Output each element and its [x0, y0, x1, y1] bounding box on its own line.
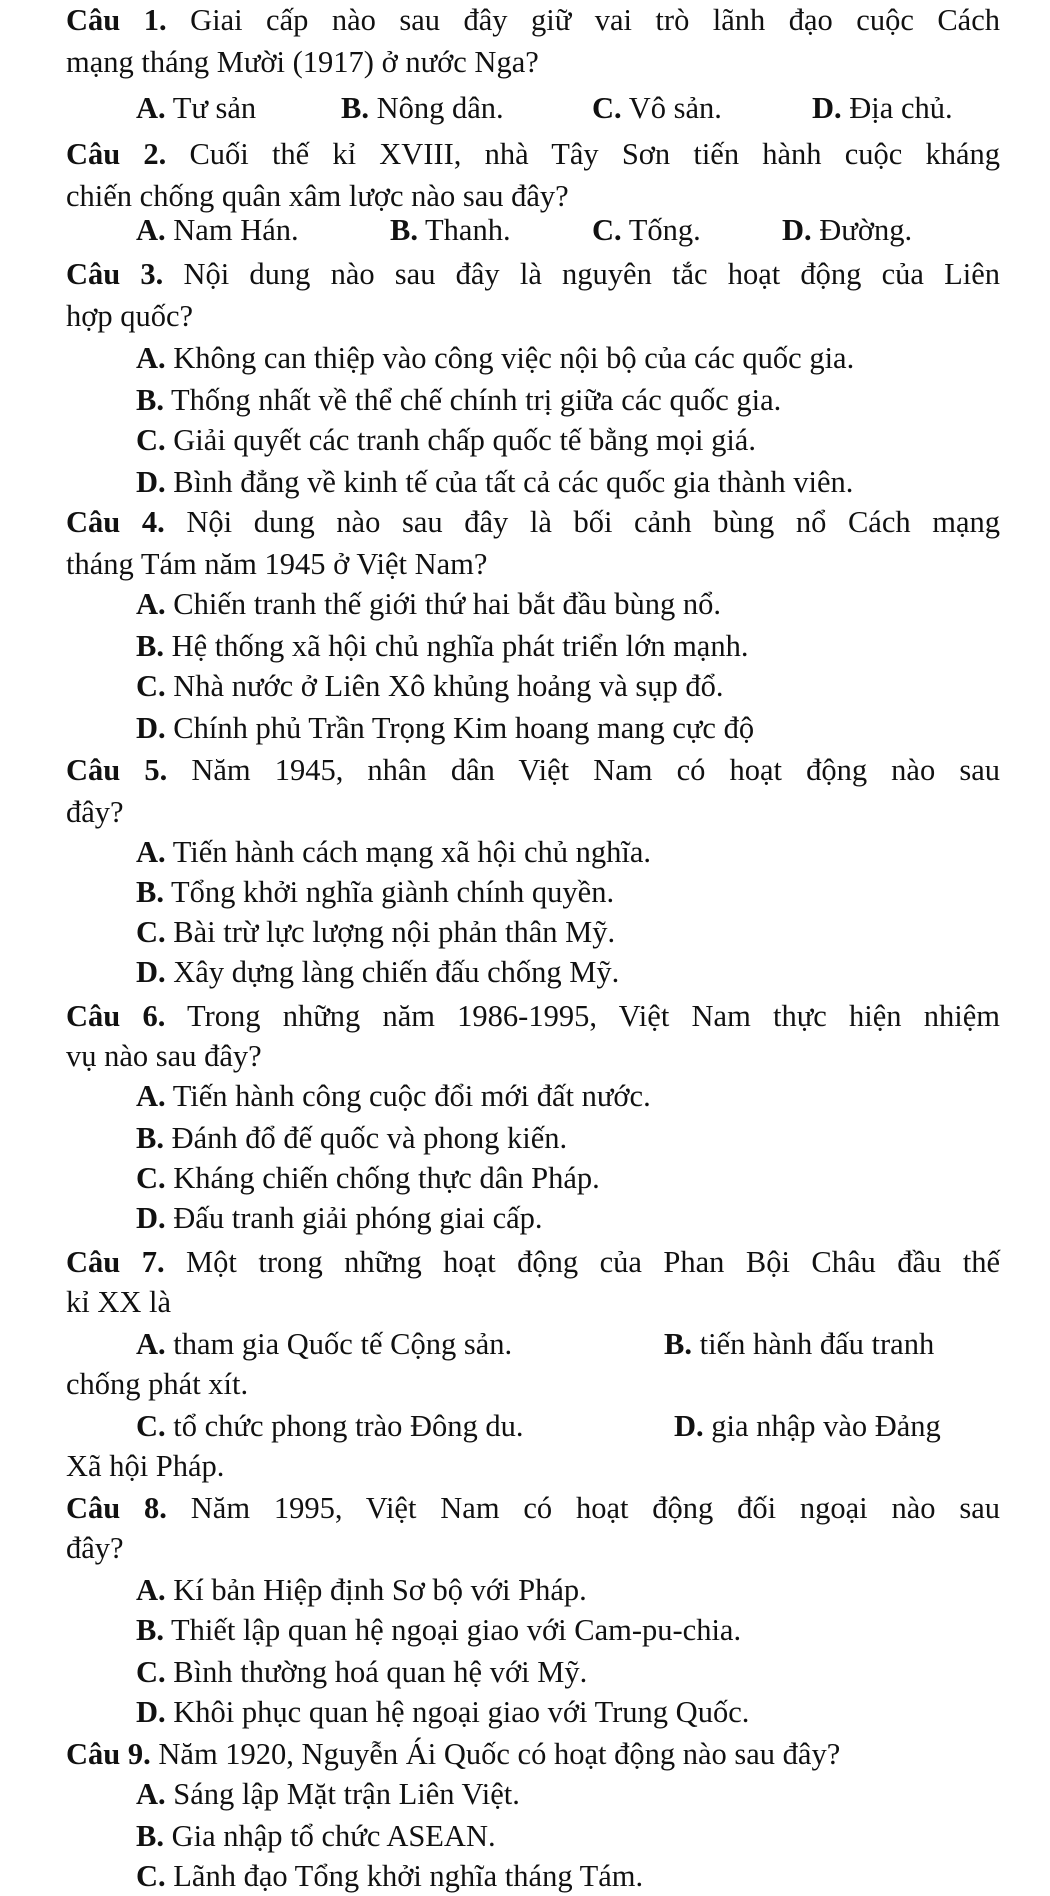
- question-1-stem-line-2: mạng tháng Mười (1917) ở nước Nga?: [66, 45, 539, 79]
- question-6-option-b[interactable]: B. Đánh đổ đế quốc và phong kiến.: [136, 1121, 568, 1155]
- question-4-stem-line-1: Câu 4. Nội dung nào sau đây là bối cảnh bùng nổ Cách mạng: [66, 505, 1000, 539]
- question-2-option-a[interactable]: A. Nam Hán.: [136, 213, 299, 247]
- question-9-option-c[interactable]: C. Lãnh đạo Tổng khởi nghĩa tháng Tám.: [136, 1859, 644, 1893]
- question-1-option-b[interactable]: B. Nông dân.: [341, 91, 504, 125]
- question-6-option-a[interactable]: A. Tiến hành công cuộc đổi mới đất nước.: [136, 1079, 651, 1113]
- question-6-option-c[interactable]: C. Kháng chiến chống thực dân Pháp.: [136, 1161, 600, 1195]
- question-4-option-d[interactable]: D. Chính phủ Trần Trọng Kim hoang mang cực độ: [136, 711, 755, 745]
- question-6-stem-line-2: vụ nào sau đây?: [66, 1039, 262, 1073]
- question-6-stem-line-1: Câu 6. Trong những năm 1986-1995, Việt Nam thực hiện nhiệm: [66, 999, 1000, 1033]
- question-9-stem-line-1: Câu 9. Năm 1920, Nguyễn Ái Quốc có hoạt động nào sau đây?: [66, 1737, 841, 1771]
- question-2-option-d[interactable]: D. Đường.: [782, 213, 913, 247]
- question-7-option-d[interactable]: D. gia nhập vào Đảng: [674, 1409, 941, 1443]
- question-4-option-b[interactable]: B. Hệ thống xã hội chủ nghĩa phát triển lớn mạnh.: [136, 629, 749, 663]
- question-7-option-c[interactable]: C. tổ chức phong trào Đông du.: [136, 1409, 524, 1443]
- question-2-stem-line-2: chiến chống quân xâm lược nào sau đây?: [66, 179, 569, 213]
- question-2-option-b[interactable]: B. Thanh.: [390, 213, 511, 247]
- question-6-option-d[interactable]: D. Đấu tranh giải phóng giai cấp.: [136, 1201, 543, 1235]
- question-5-stem-line-1: Câu 5. Năm 1945, nhân dân Việt Nam có hoạt động nào sau: [66, 753, 1000, 787]
- question-1-option-a[interactable]: A. Tư sản: [136, 91, 257, 125]
- question-5-option-b[interactable]: B. Tổng khởi nghĩa giành chính quyền.: [136, 875, 615, 909]
- question-4-option-a[interactable]: A. Chiến tranh thế giới thứ hai bắt đầu bùng nổ.: [136, 587, 721, 621]
- question-7-option-d-continued: Xã hội Pháp.: [66, 1449, 225, 1483]
- question-8-stem-line-1: Câu 8. Năm 1995, Việt Nam có hoạt động đối ngoại nào sau: [66, 1491, 1000, 1525]
- question-9-option-a[interactable]: A. Sáng lập Mặt trận Liên Việt.: [136, 1777, 520, 1811]
- question-5-stem-line-2: đây?: [66, 795, 124, 829]
- question-8-stem-line-2: đây?: [66, 1531, 124, 1565]
- question-7-stem-line-2: kỉ XX là: [66, 1285, 172, 1319]
- question-3-option-b[interactable]: B. Thống nhất về thể chế chính trị giữa các quốc gia.: [136, 383, 782, 417]
- question-4-option-c[interactable]: C. Nhà nước ở Liên Xô khủng hoảng và sụp đổ.: [136, 669, 724, 703]
- question-7-option-b-continued: chống phát xít.: [66, 1367, 249, 1401]
- question-3-stem-line-1: Câu 3. Nội dung nào sau đây là nguyên tắc hoạt động của Liên: [66, 257, 1000, 291]
- question-3-option-d[interactable]: D. Bình đẳng về kinh tế của tất cả các quốc gia thành viên.: [136, 465, 854, 499]
- question-5-option-a[interactable]: A. Tiến hành cách mạng xã hội chủ nghĩa.: [136, 835, 652, 869]
- question-7-option-a[interactable]: A. tham gia Quốc tế Cộng sản.: [136, 1327, 513, 1361]
- question-8-option-c[interactable]: C. Bình thường hoá quan hệ với Mỹ.: [136, 1655, 588, 1689]
- question-2-stem-line-1: Câu 2. Cuối thế kỉ XVIII, nhà Tây Sơn tiến hành cuộc kháng: [66, 137, 1000, 171]
- question-4-stem-line-2: tháng Tám năm 1945 ở Việt Nam?: [66, 547, 488, 581]
- question-8-option-d[interactable]: D. Khôi phục quan hệ ngoại giao với Trung Quốc.: [136, 1695, 750, 1729]
- question-3-option-c[interactable]: C. Giải quyết các tranh chấp quốc tế bằng mọi giá.: [136, 423, 756, 457]
- question-3-stem-line-2: hợp quốc?: [66, 299, 194, 333]
- question-7-stem-line-1: Câu 7. Một trong những hoạt động của Phan Bội Châu đầu thế: [66, 1245, 1000, 1279]
- question-5-option-c[interactable]: C. Bài trừ lực lượng nội phản thân Mỹ.: [136, 915, 616, 949]
- question-8-option-a[interactable]: A. Kí bản Hiệp định Sơ bộ với Pháp.: [136, 1573, 587, 1607]
- question-7-option-b[interactable]: B. tiến hành đấu tranh: [664, 1327, 935, 1361]
- question-1-stem-line-1: Câu 1. Giai cấp nào sau đây giữ vai trò lãnh đạo cuộc Cách: [66, 3, 1000, 37]
- question-1-option-d[interactable]: D. Địa chủ.: [812, 91, 953, 125]
- question-3-option-a[interactable]: A. Không can thiệp vào công việc nội bộ của các quốc gia.: [136, 341, 855, 375]
- question-9-option-b[interactable]: B. Gia nhập tổ chức ASEAN.: [136, 1819, 496, 1853]
- question-5-option-d[interactable]: D. Xây dựng làng chiến đấu chống Mỹ.: [136, 955, 620, 989]
- question-8-option-b[interactable]: B. Thiết lập quan hệ ngoại giao với Cam-pu-chia.: [136, 1613, 742, 1647]
- question-2-option-c[interactable]: C. Tống.: [592, 213, 701, 247]
- question-1-option-c[interactable]: C. Vô sản.: [592, 91, 722, 125]
